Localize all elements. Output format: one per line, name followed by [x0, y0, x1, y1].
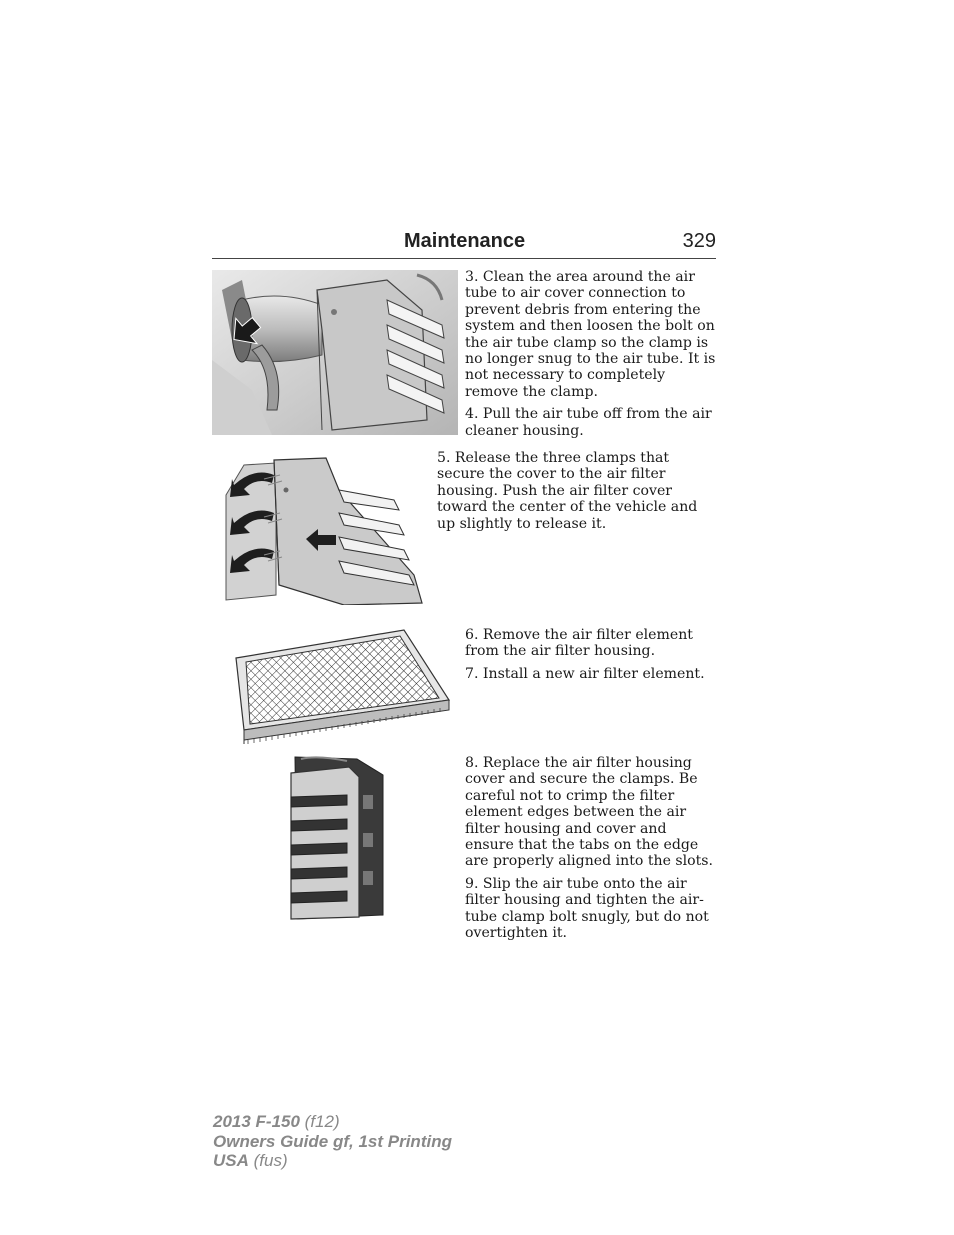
air-filter-element-illustration [234, 628, 454, 746]
step-5-text: 5. Release the three clamps that secure the cover to the air filter housing. Push the air filter cover toward the center of the vehicle and up slightly to release it. [437, 450, 698, 532]
step-4-text: 4. Pull the air tube off from the air cleaner housing. [465, 406, 712, 439]
step-7-text: 7. Install a new air filter element. [465, 665, 705, 682]
footer-line-2 [213, 1132, 452, 1152]
step-8-text: 8. Replace the air filter housing cover and secure the clamps. Be careful not to crimp the filter element edges between the air filter housing and cover and ensure that the tabs on the edge are properly aligned into the slots. [465, 755, 713, 870]
section-title: Maintenance [404, 230, 526, 252]
step-3-text: 3. Clean the area around the air tube to air cover connection to prevent debris from entering the system and then loosen the bolt on the air tube clamp so the clamp is no longer snug to the air tube. It is not necessary to completely remove the clamp. [465, 269, 716, 400]
footer-line-3 [213, 1151, 452, 1171]
step-5 [437, 450, 717, 538]
page-footer [213, 1112, 452, 1171]
step-9-text: 9. Slip the air tube onto the air filter housing and tighten the air-tube clamp bolt snugly, but do not overtighten it. [465, 875, 709, 942]
footer-line-1 [213, 1112, 452, 1132]
page-header [212, 228, 716, 258]
footer-market: USA [213, 1151, 249, 1170]
page-number: 329 [682, 230, 716, 252]
footer-printing: Owners Guide gf, 1st Printing [213, 1131, 452, 1151]
steps-3-4 [465, 269, 717, 445]
air-filter-cover-clamps-illustration [224, 455, 426, 605]
header-rule [212, 258, 716, 259]
air-tube-clamp-illustration [212, 270, 458, 435]
steps-8-9 [465, 755, 717, 947]
air-filter-housing-cover-illustration [287, 755, 387, 920]
footer-model: 2013 F-150 [213, 1112, 300, 1131]
step-6-text: 6. Remove the air filter element from the air filter housing. [465, 627, 693, 660]
steps-6-7 [465, 627, 717, 688]
footer-market-code: (fus) [248, 1151, 288, 1170]
footer-model-code: (f12) [299, 1112, 340, 1131]
